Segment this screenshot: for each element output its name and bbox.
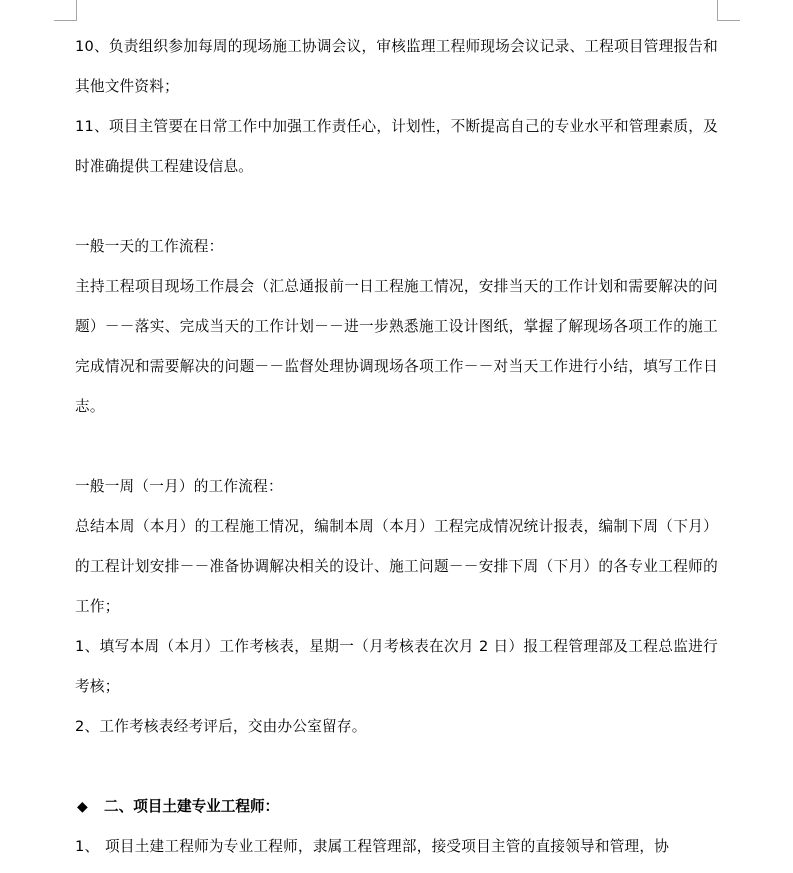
weekly-item-2: 2、工作考核表经考评后，交由办公室留存。 [75,718,367,735]
document-body [75,27,718,867]
weekly-workflow-text: 总结本周（本月）的工程施工情况，编制本周（本月）工程完成情况统计报表，编制下周（下月）的工程计划安排－－准备协调解决相关的设计、施工问题－－安排下周（下月）的各专业工程师的工作； [75,518,718,615]
list-item-text: 项目土建工程师为专业工程师，隶属工程管理部，接受项目主管的直接领导和管理，协 [105,838,670,855]
daily-workflow-text: 主持工程项目现场工作晨会（汇总通报前一日工程施工情况，安排当天的工作计划和需要解决的问题）－－落实、完成当天的工作计划－－进一步熟悉施工设计图纸，掌握了解现场各项工作的施工完成情况和需要解决的问题－－监督处理协调现场各项工作－－对当天工作进行小结，填写工作日志。 [75,278,718,415]
weekly-workflow-title: 一般一周（一月）的工作流程： [75,478,283,495]
list-number: 1、 [75,838,100,855]
paragraph-item-10: 10、负责组织参加每周的现场施工协调会议，审核监理工程师现场会议记录、工程项目管理报告和其他文件资料； [75,38,718,95]
page-corner-mark-left [54,0,77,21]
weekly-item-1: 1、填写本周（本月）工作考核表，星期一（月考核表在次月 2 日）报工程管理部及工程总监进行考核； [75,638,718,695]
blank-line [75,427,718,467]
civil-engineer-item-1 [75,827,718,867]
daily-workflow-title: 一般一天的工作流程： [75,238,224,255]
page-corner-mark-right [717,0,740,21]
blank-line [75,747,718,787]
diamond-bullet-icon: ◆ [77,799,88,815]
section-heading [75,787,718,827]
section-heading-text: 二、项目土建专业工程师： [104,798,280,815]
paragraph-item-11: 11、项目主管要在日常工作中加强工作责任心，计划性，不断提高自己的专业水平和管理素质，及时准确提供工程建设信息。 [75,118,718,175]
blank-line [75,187,718,227]
